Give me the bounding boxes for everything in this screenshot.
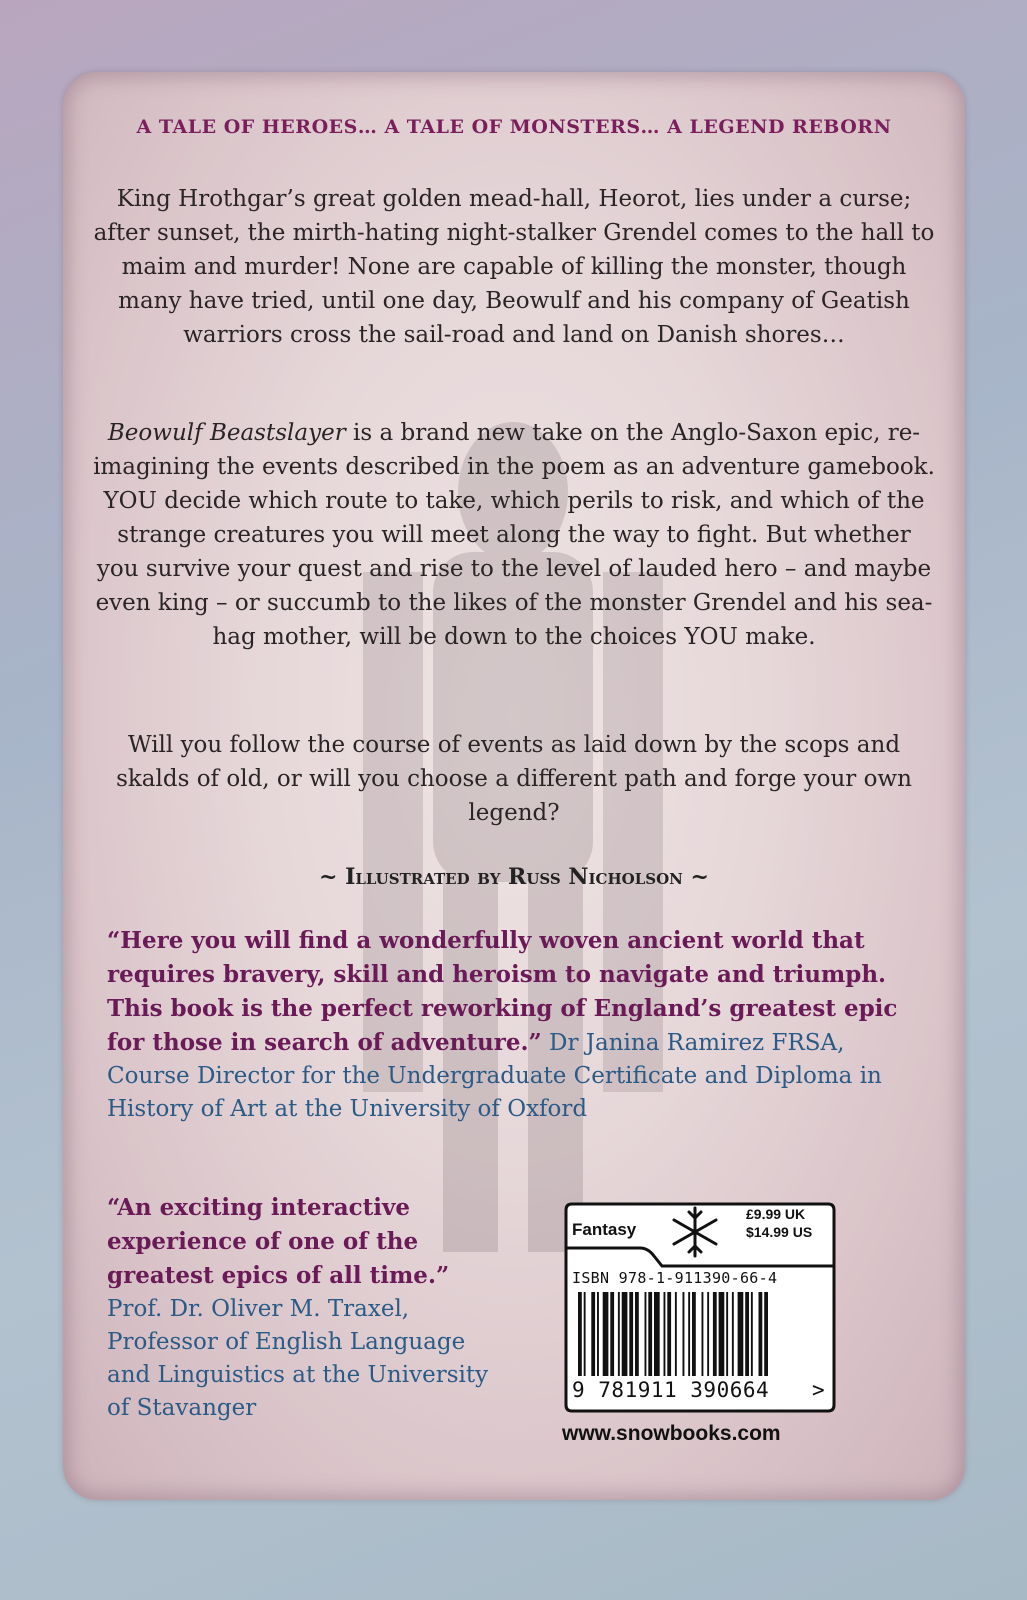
barcode-bar (645, 1292, 647, 1376)
barcode-bar (764, 1292, 768, 1376)
price-us: $14.99 US (746, 1224, 813, 1240)
book-title: Beowulf Beastslayer (107, 420, 346, 446)
synopsis-paragraph-1: King Hrothgar’s great golden mead-hall, Heorot, lies under a curse; after sunset, the mirth-hating night-stalker Grendel comes to the hall to maim and murder! None are capable of killing the monster, though many have tried, until one day, Beowulf and his company of Geatish warriors cross the sail-road and land on Danish shores… (93, 186, 935, 348)
review-quote-1 (107, 924, 919, 1126)
barcode-bar (759, 1292, 763, 1376)
barcode-bar (738, 1292, 744, 1376)
barcode-arrow: > (812, 1378, 825, 1402)
barcode-digits: 9 781911 390664 (572, 1378, 770, 1402)
barcode-bar (578, 1292, 582, 1376)
barcode-bar (745, 1292, 749, 1376)
barcode-bar (591, 1292, 595, 1376)
barcode-bar (726, 1292, 728, 1376)
barcode-bar (683, 1292, 685, 1376)
barcode-bar (751, 1292, 753, 1376)
barcode-bar (667, 1292, 671, 1376)
barcode-bar (707, 1292, 709, 1376)
barcode-bar (675, 1292, 677, 1376)
barcode-bar (654, 1292, 660, 1376)
barcode-bar (648, 1292, 652, 1376)
barcode-bar (597, 1292, 599, 1376)
barcode-bar (603, 1292, 609, 1376)
review-quote-2-attribution: Prof. Dr. Oliver M. Traxel, Professor of English Language and Linguistics at the University of Stavanger (107, 1296, 489, 1421)
synopsis-paragraph-3: Will you follow the course of events as laid down by the scops and skalds of old, or will you choose a different path and forge your own legend? (116, 732, 912, 826)
barcode-bar (664, 1292, 666, 1376)
barcode-bar (688, 1292, 690, 1376)
barcode-bar (692, 1292, 696, 1376)
review-quote-1-attribution: Dr Janina Ramirez FRSA, Course Director for the Undergraduate Certificate and Diploma in History of Art at the University of Oxford (107, 1030, 882, 1122)
tagline: A TALE OF HEROES… A TALE OF MONSTERS… A LEGEND REBORN (136, 116, 892, 138)
isbn-text: ISBN 978-1-911390-66-4 (572, 1269, 778, 1287)
barcode-block (562, 1200, 838, 1417)
review-quote-2 (107, 1191, 499, 1425)
barcode-bar (610, 1292, 614, 1376)
genre-label: Fantasy (572, 1220, 637, 1239)
synopsis-paragraph-2 (93, 416, 935, 654)
barcode-bar (618, 1292, 620, 1376)
barcode-bar (635, 1292, 639, 1376)
review-quote-1-text: “Here you will find a wonderfully woven ancient world that requires bravery, skill and heroism to navigate and triumph. This book is the perfect reworking of England’s greatest epic for those in search of adventure.” (107, 927, 898, 1056)
barcode-bar (584, 1292, 586, 1376)
barcode-bar (622, 1292, 628, 1376)
barcode-bar (629, 1292, 633, 1376)
barcode-bar (713, 1292, 717, 1376)
illustrator-credit: ~ Illustrated by Russ Nicholson ~ (319, 864, 709, 890)
barcode-bar (719, 1292, 725, 1376)
barcode-bar (732, 1292, 734, 1376)
publisher-website: www.snowbooks.com (562, 1422, 781, 1445)
review-quote-2-text: “An exciting interactive experience of one of the greatest epics of all time.” (107, 1194, 450, 1289)
price-uk: £9.99 UK (746, 1206, 806, 1222)
cover-panel (63, 72, 965, 1500)
synopsis-paragraph-2-text: is a brand new take on the Anglo-Saxon epic, re-imagining the events described in the poem as an adventure gamebook. YOU decide which route to take, which perils to risk, and which of the strange creatures you will meet along the way to fight. But whether you survive your quest and rise to the level of lauded hero – and maybe even king – or succumb to the likes of the monster Grendel and his sea-hag mother, will be down to the choices YOU make. (93, 420, 935, 650)
barcode-bar (702, 1292, 704, 1376)
